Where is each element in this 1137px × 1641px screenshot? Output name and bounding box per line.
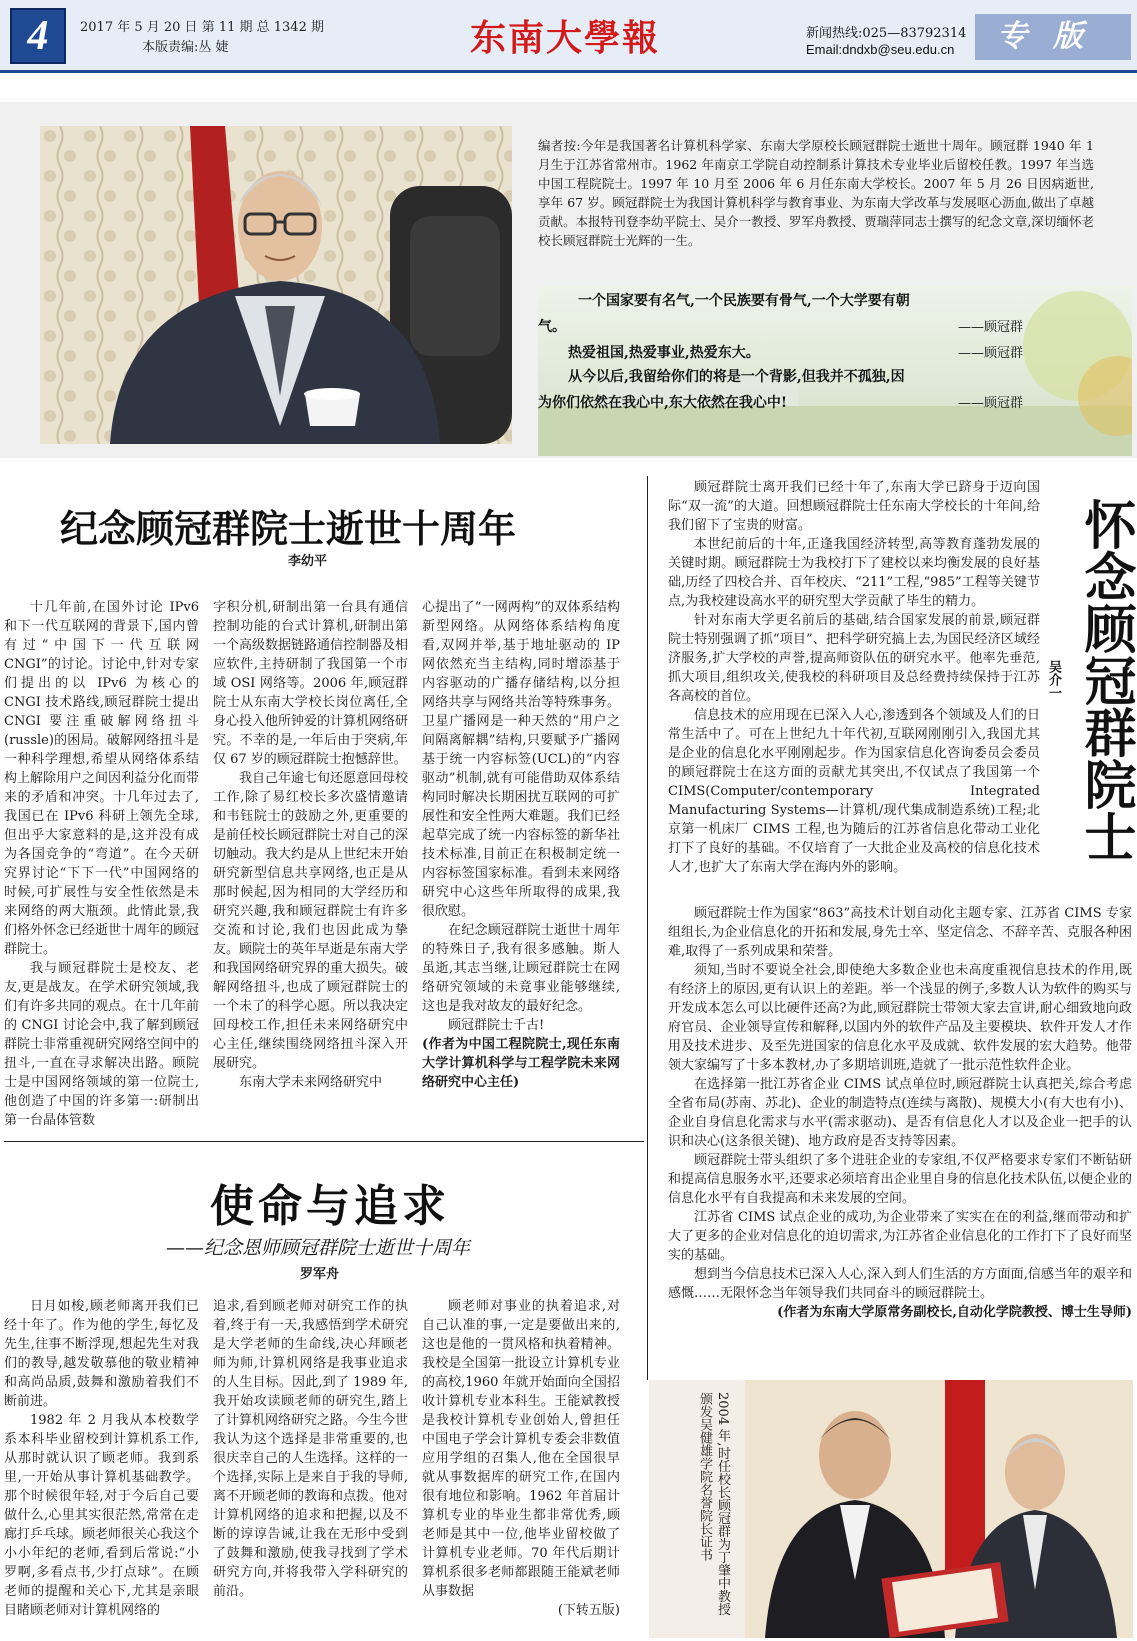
article-1-author: 李幼平 <box>288 554 328 569</box>
article-2-subtitle: ——纪念恩师顾冠群院士逝世十周年 <box>166 1237 471 1259</box>
continued-note: (下转五版) <box>557 1603 620 1618</box>
paragraph: 信息技术的应用现在已深入人心,渗透到各个领域及人们的日常生活中了。可在上世纪九十年代初,互联网刚刚引入,我国尤其是企业的信息化水平刚刚起步。作为国家信息化咨询委员会委员的顾冠群院士在这方面的贡献尤其突出,不仅试点了我国第一个 CIMS(Computer/contemporary Integrated Manufacturing Systems—计算机/现代集成制造系统)工程;北京第一机床厂 CIMS 工程,也为随后的江苏省信息化带动工业化打下了良好的基础。不仅培育了一大批企业及高校的信息化技术人才,也扩大了东南大学在海内外的影响。 <box>668 708 1040 875</box>
editor-line: 本版责编:丛 婕 <box>142 40 229 55</box>
paragraph: 追求,看到顾老师对研究工作的执着,终于有一天,我感悟到学术研究是大学老师的生命线,决心拜顾老师为师,计算机网络是我事业追求的人生目标。因此,到了 1989 年,我开始攻读顾老师的研究生,踏上了计算机网络研究之路。今生今世我认为这个选择是非常重要的,也很庆幸自己的人生选择。这样的一个选择,实际上是来自于我的导师,离不开顾老师的教诲和点拨。他对计算机网络的追求和把握,以及不断的谆谆告诫,让我在无形中受到了鼓舞和激励,使我寻找到了学术研究方向,并将我带入学科研究的前沿。 <box>213 1299 409 1599</box>
paragraph: 在选择第一批江苏省企业 CIMS 试点单位时,顾冠群院士认真把关,综合考虑全省布局(苏南、苏北)、企业的制造特点(连续与离散)、规模大小(有大也有小)、企业自身信息化需求与水平(需求驱动)、是否有信息化人才以及企业一把手的认识和决心(这条很关键)、地方政府是否支持等因素。 <box>668 1077 1132 1149</box>
paragraph: 顾冠群院士作为国家“863”高技术计划自动化主题专家、江苏省 CIMS 专家组组长,为企业信息化的开拓和发展,身先士卒、坚定信念、不辞辛苦、克服各种困难,取得了一系列成果和荣誉。 <box>668 906 1132 959</box>
article-2-title: 使命与追求 <box>210 1181 450 1232</box>
article-1-column-2 <box>213 598 408 1092</box>
paragraph: 本世纪前后的十年,正逢我国经济转型,高等教育蓬勃发展的关键时期。顾冠群院士为我校打下了建校以来均衡发展的良好基础,历经了四校合并、百年校庆、“211”工程,“985”工程等关键节点,为我校建设高水平的研究型大学贡献了毕生的精力。 <box>668 537 1040 609</box>
article-2-author: 罗军舟 <box>300 1267 340 1282</box>
paragraph: 东南大学未来网络研究中 <box>239 1075 383 1090</box>
article-3-column-top <box>668 478 1040 877</box>
article-1-signature: (作者为中国工程院院士,现任东南大学计算机科学与工程学院未来网络研究中心主任) <box>422 1037 620 1090</box>
paragraph: 在纪念顾冠群院士逝世十周年的特殊日子,我有很多感触。斯人虽逝,其志当继,让顾冠群院士在网络研究领域的未竟事业能够继续,这也是我对故友的最好纪念。 <box>422 923 620 1014</box>
paragraph: 1982 年 2 月我从本校数学系本科毕业留校到计算机系工作,从那时就认识了顾老师。我到系里,一开始从事计算机基础教学。那个时候很年轻,对于今后自己要做什么,心里其实很茫然,常常在走廊打乒乓球。顾老师很关心我这个小小年纪的老师,看到后常说:“小罗啊,多看点书,少打点球”。在顾老师的提醒和关心下,尤其是亲眼目睹顾老师对计算机网络的 <box>4 1413 200 1618</box>
quote-3-line-1: 从今以后,我留给你们的将是一个背影,但我并不孤独,因 <box>568 369 905 385</box>
paragraph: 日月如梭,顾老师离开我们已经十年了。作为他的学生,每忆及先生,往事不断浮现,想起先生对我们的教导,越发敬慕他的敬业精神和高尚品质,鼓舞和激励着我们不断前进。 <box>4 1299 199 1409</box>
quote-3-line-2: 为你们依然在我心中,东大依然在我心中! <box>538 395 788 411</box>
paragraph: 十几年前,在国外讨论 IPv6 和下一代互联网的背景下,国内曾有过“中国下一代互联网 CNGI”的讨论。讨论中,针对专家们提出的以 IPv6 为核心的 CNGI 技术路线,顾冠群院士提出 CNGI 要注重破解网络扭斗(russle)的困局。破解网络扭斗是一种科学理想,希望从网络体系结构上解除用户之间因利益分化而带来的矛盾和冲突。十几年过去了,我国已在 IPv6 科研上领先全球,但出乎大家意料的是,这并没有成为各国竞争的“弯道”。在今天研究界讨论“下下一代”中国网络的时候,可扩展性与安全性依然是未来网络的两大瓶颈。此情此景,我们格外怀念已经逝世十周年的顾冠群院士。 <box>4 600 200 957</box>
paragraph: 针对东南大学更名前后的基础,结合国家发展的前景,顾冠群院士特别强调了抓“项目”、把科学研究搞上去,为国民经济区域经济服务,扩大学校的声誉,提高师资队伍的研究水平。他率先垂范,抓大项目,组织攻关,使我校的科研项目及总经费持续保持于江苏各高校的首位。 <box>668 613 1040 704</box>
article-2-column-1 <box>4 1297 199 1620</box>
quote-2-attribution: ——顾冠群 <box>958 346 1024 361</box>
ceremony-photo-block <box>649 1380 1133 1638</box>
quote-3-attribution: ——顾冠群 <box>958 396 1024 411</box>
paragraph: 须知,当时不要说全社会,即使绝大多数企业也未高度重视信息技术的作用,既有经济上的原因,更有认识上的差距。举一个浅显的例子,多数人认为软件的购买与开发成本怎么可以比硬件还高?为此,顾冠群院士带领大家去宣讲,耐心细致地向政府官员、企业领导宣传和解释,以国内外的软件产品及主要模块、软件开发人才作用及技术进步、及至先进国家的信息化水平及成就、软件发展的宏大趋势。他带领大家编写了十多本教材,办了多期培训班,造就了一批示范性软件企业。 <box>668 963 1132 1073</box>
article-3-author: 吴介一 <box>1046 660 1061 699</box>
paragraph: 顾冠群院士带头组织了多个进驻企业的专家组,不仅严格要求专家们不断钻研和提高信息服务水平,还要求必须培育出企业里自身的信息化技术队伍,以便企业的信息化水平有自我提高和未来发展的空间。 <box>668 1153 1132 1206</box>
paragraph: 我自己年逾七旬还愿意回母校工作,除了易红校长多次盛情邀请和韦钰院士的鼓励之外,更重要的是前任校长顾冠群院士对自己的深切触动。我大约是从上世纪末开始研究新型信息共享网络,也正是从那时候起,因为相同的大学经历和研究兴趣,我和顾冠群院士有许多交流和讨论,我们也因此成为挚友。顾院士的英年早逝是东南大学和我国网络研究界的重大损失。破解网络扭斗,也成了顾冠群院士的一个未了的科学心愿。所以我决定回母校工作,担任未来网络研究中心主任,继续围绕网络扭斗深入开展研究。 <box>213 771 409 1071</box>
ceremony-photo <box>745 1380 1133 1638</box>
paragraph: 我与顾冠群院士是校友、老友,更是战友。在学术研究领域,我们有许多共同的观点。在十几年前的 CNGI 讨论会中,我了解到顾冠群院士非常重视研究网络空间中的扭斗,一直在寻求解决出路。顾院士是中国网络领域的第一位院士,他创造了中国的许多第一:研制出第一台晶体管数 <box>4 961 200 1128</box>
quote-1-line-1: 一个国家要有名气,一个民族要有骨气,一个大学要有朝 <box>578 293 910 309</box>
paragraph: 顾冠群院士千古! <box>448 1018 545 1033</box>
paragraph: 字积分机,研制出第一台具有通信控制功能的台式计算机,研制出第一个高级数据链路通信控制器及相应软件,主持研制了我国第一个市域 OSI 网络等。2006 年,顾冠群院士从东南大学校长岗位离任,全身心投入他所钟爱的计算机网络研究。不幸的是,一年后由于突病,年仅 67 岁的顾冠群院士抱憾辞世。 <box>213 600 409 767</box>
portrait-photo <box>40 126 512 444</box>
quote-1-attribution: ——顾冠群 <box>958 320 1024 335</box>
editor-note: 编者按:今年是我国著名计算机科学家、东南大学原校长顾冠群院士逝世十周年。顾冠群 1940 年 1 月生于江苏省常州市。1962 年南京工学院自动控制系计算技术专业毕业后留校任教。1997 年当选中国工程院院士。1997 年 10 月至 2006 年 6 月任东南大学校长。2007 年 5 月 26 日因病逝世,享年 67 岁。顾冠群院士为我国计算机科学与教育事业、为东南大学改革与发展呕心沥血,做出了卓越贡献。本报特刊登李幼平院士、吴介一教授、罗军舟教授、贾瑞萍同志士撰写的纪念文章,深切缅怀老校长顾冠群院士光辉的一生。 <box>538 138 1094 248</box>
article-1-column-1 <box>4 598 199 1130</box>
quote-2-line-1: 热爱祖国,热爱事业,热爱东大。 <box>568 345 760 361</box>
ceremony-illustration <box>745 1380 1133 1638</box>
paragraph: 心提出了“一网两构”的双体系结构新型网络。从网络体系结构角度看,双网并举,基于地址驱动的 IP 网依然充当主结构,同时增添基于内容驱动的广播存储结构,以分担网络共享与网络共治等特殊事务。卫星广播网是一种天然的“用户之间隔离解耦”结构,只要赋予广播网基于统一内容标签(UCL)的“内容驱动”机制,就有可能借助双体系结构同时解决长期困扰互联网的可扩展性和安全性两大难题。我们已经起草完成了统一内容标签的新华社技术标准,目前正在积极制定统一内容标签国家标准。看到未来网络研究中心这些年所取得的成果,我很欣慰。 <box>422 600 620 919</box>
article-2-column-2 <box>213 1297 408 1601</box>
article-1-column-3 <box>422 598 620 1092</box>
article-3-signature: (作者为东南大学原常务副校长,自动化学院教授、博士生导师) <box>777 1305 1132 1320</box>
paragraph: 顾老师对事业的执着追求,对自己认准的事,一定是要做出来的,这也是他的一贯风格和执着精神。我校是全国第一批设立计算机专业的高校,1960 年就开始面向全国招收计算机专业本科生。王能斌教授是我校计算机专业创始人,曾担任中国电子学会计算机专委会非数值应用学组的召集人,他在全国很早就从事数据库的研究工作,在国内很有地位和影响。1962 年首届计算机专业的毕业生都非常优秀,顾老师是其中一位,他毕业留校做了计算机专业老师。70 年代后期计算机系很多老师都跟随王能斌老师从事数据 <box>422 1299 620 1599</box>
contact-email: Email:dndxb@seu.edu.cn <box>806 42 955 57</box>
divider <box>647 476 648 1380</box>
issue-line: 2017 年 5 月 20 日 第 11 期 总 1342 期 <box>80 20 324 35</box>
paragraph: 江苏省 CIMS 试点企业的成功,为企业带来了实实在在的利益,继而带动和扩大了更多的企业对信息化的迫切需求,为江苏省企业信息化的工作打下了良好而坚实的基础。 <box>668 1210 1132 1263</box>
divider <box>4 1141 644 1142</box>
article-1-title: 纪念顾冠群院士逝世十周年 <box>60 506 517 551</box>
quote-1-line-2: 气。 <box>538 319 566 335</box>
page-number: 4 <box>10 8 66 64</box>
paragraph: 想到当今信息技术已深入人心,深入到人们生活的方方面面,信感当年的艰辛和感慨……无限怀念当年领导我们共同奋斗的顾冠群院士。 <box>668 1267 1132 1301</box>
newspaper-title: 东南大學報 <box>470 17 661 59</box>
quote-panel <box>538 286 1132 456</box>
portrait-illustration <box>40 126 512 444</box>
section-badge: 专版 <box>975 14 1131 60</box>
article-3-column-bottom <box>668 904 1132 1322</box>
article-2-column-3 <box>422 1297 620 1620</box>
paragraph: 顾冠群院士离开我们已经十年了,东南大学已跻身于迈向国际“双一流”的大道。回想顾冠群院士任东南大学校长的十年间,给我们留下了宝贵的财富。 <box>668 480 1040 533</box>
news-hotline: 新闻热线:025—83792314 <box>806 26 967 41</box>
photo-caption: 2004 年,时任校长顾冠群为丁肇中教授颁发吴健雄学院名誉院长证书 <box>697 1392 730 1616</box>
article-3-title: 怀念顾冠群院士 <box>1075 498 1136 862</box>
